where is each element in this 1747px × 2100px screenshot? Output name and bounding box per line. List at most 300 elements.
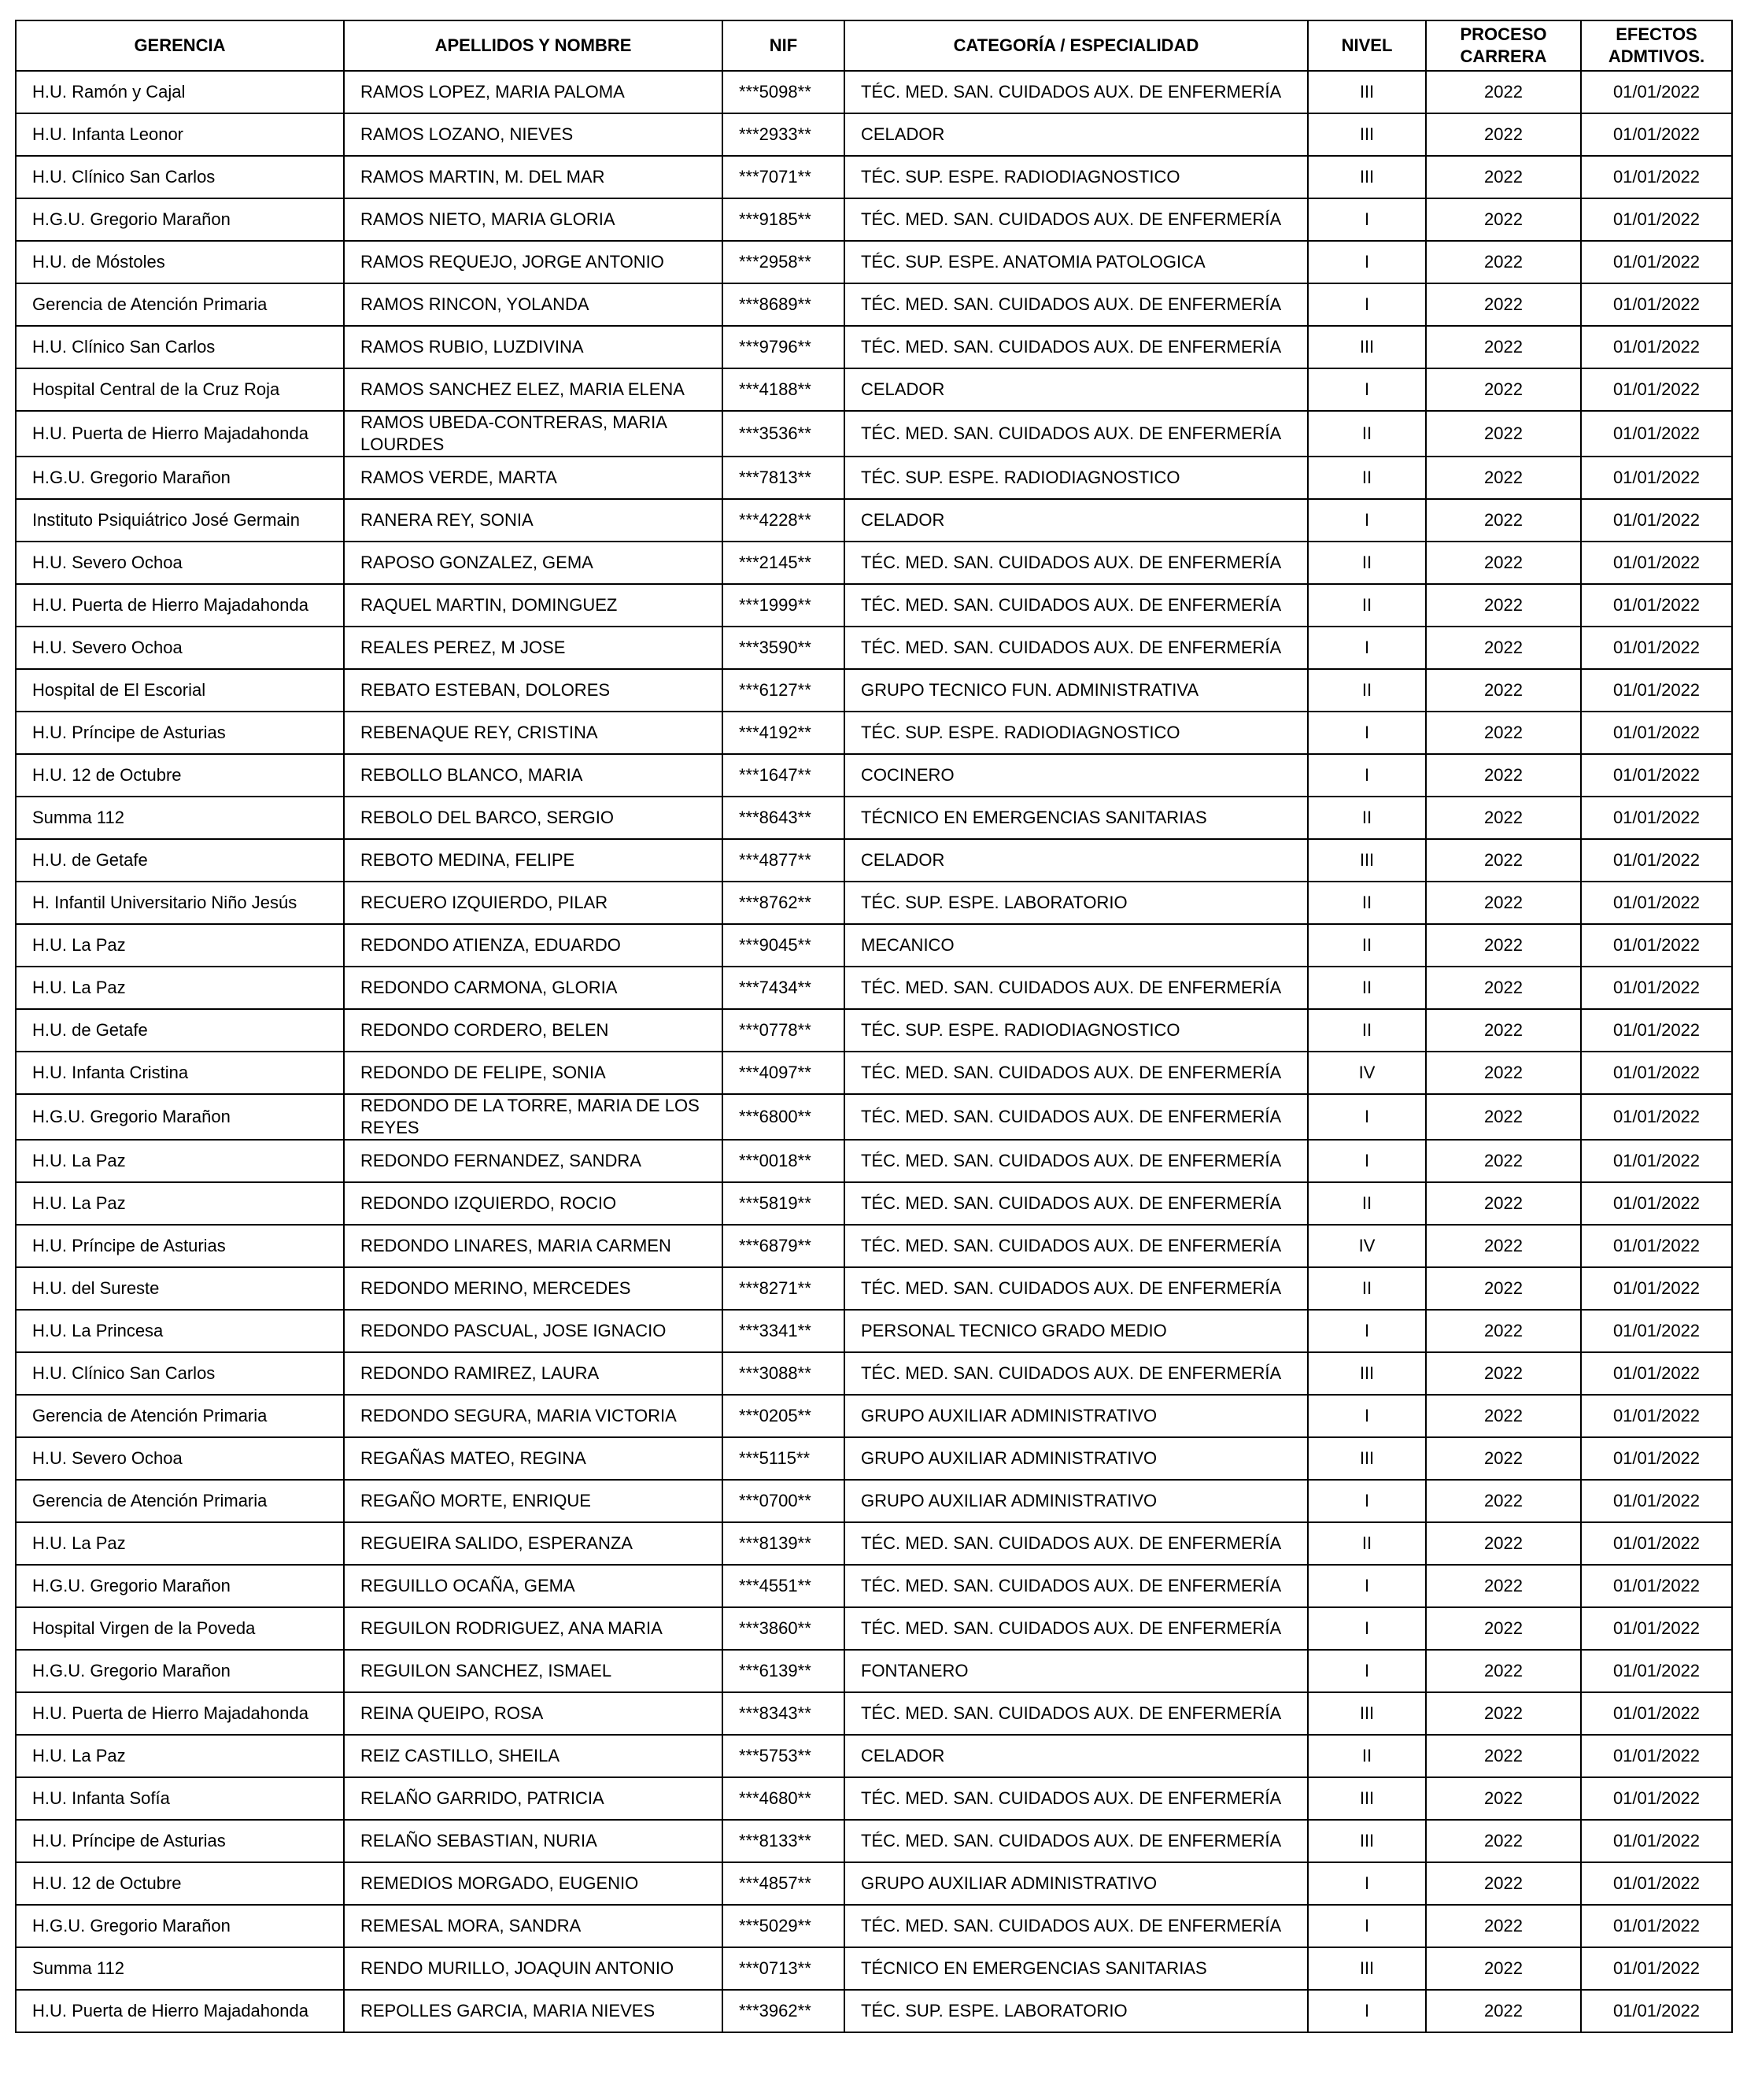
nivel-cell: II (1308, 1009, 1426, 1052)
categoria-cell: TÉC. MED. SAN. CUIDADOS AUX. DE ENFERMERÍA (844, 1225, 1308, 1267)
gerencia-cell: H.U. La Paz (16, 1522, 344, 1565)
nif-cell: ***1647** (722, 754, 844, 797)
efectos-cell: 01/01/2022 (1581, 1650, 1732, 1692)
nombre-cell: REDONDO PASCUAL, JOSE IGNACIO (344, 1310, 722, 1352)
table-row (16, 156, 1732, 198)
proceso-cell: 2022 (1426, 669, 1581, 712)
table-row (16, 627, 1732, 669)
gerencia-cell: H.U. Clínico San Carlos (16, 326, 344, 368)
proceso-cell: 2022 (1426, 1820, 1581, 1862)
nivel-cell: III (1308, 326, 1426, 368)
categoria-cell: CELADOR (844, 839, 1308, 882)
categoria-cell: MECANICO (844, 924, 1308, 967)
proceso-cell: 2022 (1426, 839, 1581, 882)
proceso-cell: 2022 (1426, 71, 1581, 113)
categoria-cell: TÉC. MED. SAN. CUIDADOS AUX. DE ENFERMERÍA (844, 283, 1308, 326)
categoria-cell: TÉC. MED. SAN. CUIDADOS AUX. DE ENFERMERÍA (844, 1522, 1308, 1565)
nivel-cell: I (1308, 283, 1426, 326)
nivel-cell: III (1308, 156, 1426, 198)
table-row (16, 754, 1732, 797)
nivel-cell: III (1308, 1437, 1426, 1480)
table-row (16, 1480, 1732, 1522)
table-row (16, 882, 1732, 924)
nombre-cell: REDONDO RAMIREZ, LAURA (344, 1352, 722, 1395)
efectos-cell: 01/01/2022 (1581, 198, 1732, 241)
nombre-cell: REDONDO LINARES, MARIA CARMEN (344, 1225, 722, 1267)
nivel-cell: II (1308, 669, 1426, 712)
nombre-cell: RAMOS RUBIO, LUZDIVINA (344, 326, 722, 368)
efectos-cell: 01/01/2022 (1581, 1905, 1732, 1947)
proceso-cell: 2022 (1426, 1607, 1581, 1650)
table-row (16, 967, 1732, 1009)
nivel-cell: I (1308, 499, 1426, 542)
proceso-cell: 2022 (1426, 1352, 1581, 1395)
nombre-cell: REGAÑO MORTE, ENRIQUE (344, 1480, 722, 1522)
nif-cell: ***4877** (722, 839, 844, 882)
nivel-cell: I (1308, 241, 1426, 283)
categoria-cell: TÉC. SUP. ESPE. RADIODIAGNOSTICO (844, 457, 1308, 499)
nombre-cell: REBOLLO BLANCO, MARIA (344, 754, 722, 797)
table-row (16, 499, 1732, 542)
nif-cell: ***5819** (722, 1182, 844, 1225)
categoria-cell: CELADOR (844, 499, 1308, 542)
table-row (16, 1182, 1732, 1225)
table-row (16, 1225, 1732, 1267)
nif-cell: ***3088** (722, 1352, 844, 1395)
gerencia-cell: H.G.U. Gregorio Marañon (16, 1565, 344, 1607)
efectos-cell: 01/01/2022 (1581, 1267, 1732, 1310)
nombre-cell: REDONDO SEGURA, MARIA VICTORIA (344, 1395, 722, 1437)
nif-cell: ***6879** (722, 1225, 844, 1267)
nivel-cell: II (1308, 1522, 1426, 1565)
categoria-cell: TÉC. SUP. ESPE. RADIODIAGNOSTICO (844, 1009, 1308, 1052)
table-row (16, 113, 1732, 156)
categoria-cell: GRUPO AUXILIAR ADMINISTRATIVO (844, 1480, 1308, 1522)
proceso-cell: 2022 (1426, 156, 1581, 198)
nivel-cell: II (1308, 1267, 1426, 1310)
categoria-cell: CELADOR (844, 113, 1308, 156)
nivel-cell: II (1308, 797, 1426, 839)
nivel-cell: I (1308, 1905, 1426, 1947)
gerencia-cell: H.U. Puerta de Hierro Majadahonda (16, 584, 344, 627)
categoria-cell: TÉC. MED. SAN. CUIDADOS AUX. DE ENFERMERÍA (844, 584, 1308, 627)
efectos-cell: 01/01/2022 (1581, 924, 1732, 967)
nombre-cell: REDONDO MERINO, MERCEDES (344, 1267, 722, 1310)
proceso-cell: 2022 (1426, 198, 1581, 241)
header-efectos-admtivos: EFECTOS ADMTIVOS. (1581, 20, 1732, 71)
gerencia-cell: Gerencia de Atención Primaria (16, 1480, 344, 1522)
nif-cell: ***1999** (722, 584, 844, 627)
efectos-cell: 01/01/2022 (1581, 1777, 1732, 1820)
nif-cell: ***7813** (722, 457, 844, 499)
categoria-cell: TÉC. MED. SAN. CUIDADOS AUX. DE ENFERMERÍA (844, 1267, 1308, 1310)
proceso-cell: 2022 (1426, 1009, 1581, 1052)
nombre-cell: REDONDO CARMONA, GLORIA (344, 967, 722, 1009)
categoria-cell: TÉC. MED. SAN. CUIDADOS AUX. DE ENFERMERÍA (844, 411, 1308, 457)
efectos-cell: 01/01/2022 (1581, 797, 1732, 839)
proceso-cell: 2022 (1426, 584, 1581, 627)
nivel-cell: I (1308, 368, 1426, 411)
categoria-cell: TÉC. MED. SAN. CUIDADOS AUX. DE ENFERMERÍA (844, 326, 1308, 368)
nombre-cell: REGUILON SANCHEZ, ISMAEL (344, 1650, 722, 1692)
nif-cell: ***5753** (722, 1735, 844, 1777)
table-row (16, 411, 1732, 457)
proceso-cell: 2022 (1426, 457, 1581, 499)
efectos-cell: 01/01/2022 (1581, 712, 1732, 754)
table-row (16, 283, 1732, 326)
gerencia-cell: H.G.U. Gregorio Marañon (16, 1094, 344, 1140)
table-row (16, 1735, 1732, 1777)
nombre-cell: REDONDO FERNANDEZ, SANDRA (344, 1140, 722, 1182)
nombre-cell: REGUILON RODRIGUEZ, ANA MARIA (344, 1607, 722, 1650)
nif-cell: ***3341** (722, 1310, 844, 1352)
nivel-cell: IV (1308, 1052, 1426, 1094)
nivel-cell: II (1308, 924, 1426, 967)
nif-cell: ***4680** (722, 1777, 844, 1820)
nombre-cell: REBOTO MEDINA, FELIPE (344, 839, 722, 882)
personnel-table (15, 20, 1733, 2033)
table-row (16, 457, 1732, 499)
proceso-cell: 2022 (1426, 1862, 1581, 1905)
nombre-cell: REPOLLES GARCIA, MARIA NIEVES (344, 1990, 722, 2032)
proceso-cell: 2022 (1426, 1735, 1581, 1777)
nivel-cell: I (1308, 754, 1426, 797)
gerencia-cell: Summa 112 (16, 1947, 344, 1990)
gerencia-cell: Gerencia de Atención Primaria (16, 283, 344, 326)
table-row (16, 839, 1732, 882)
proceso-cell: 2022 (1426, 797, 1581, 839)
efectos-cell: 01/01/2022 (1581, 1947, 1732, 1990)
nivel-cell: III (1308, 1820, 1426, 1862)
nivel-cell: I (1308, 627, 1426, 669)
gerencia-cell: H.U. Infanta Sofía (16, 1777, 344, 1820)
nombre-cell: RAMOS NIETO, MARIA GLORIA (344, 198, 722, 241)
gerencia-cell: H.G.U. Gregorio Marañon (16, 198, 344, 241)
nombre-cell: RAMOS SANCHEZ ELEZ, MARIA ELENA (344, 368, 722, 411)
gerencia-cell: Summa 112 (16, 797, 344, 839)
nivel-cell: I (1308, 1607, 1426, 1650)
proceso-cell: 2022 (1426, 499, 1581, 542)
nombre-cell: RAMOS MARTIN, M. DEL MAR (344, 156, 722, 198)
nivel-cell: III (1308, 1692, 1426, 1735)
efectos-cell: 01/01/2022 (1581, 1437, 1732, 1480)
table-row (16, 1395, 1732, 1437)
table-row (16, 1947, 1732, 1990)
nif-cell: ***8133** (722, 1820, 844, 1862)
nif-cell: ***5029** (722, 1905, 844, 1947)
nif-cell: ***9045** (722, 924, 844, 967)
gerencia-cell: H. Infantil Universitario Niño Jesús (16, 882, 344, 924)
nombre-cell: RAMOS UBEDA-CONTRERAS, MARIA LOURDES (344, 411, 722, 457)
nombre-cell: REINA QUEIPO, ROSA (344, 1692, 722, 1735)
table-row (16, 1650, 1732, 1692)
gerencia-cell: H.U. Príncipe de Asturias (16, 712, 344, 754)
efectos-cell: 01/01/2022 (1581, 1140, 1732, 1182)
nif-cell: ***4192** (722, 712, 844, 754)
efectos-cell: 01/01/2022 (1581, 1990, 1732, 2032)
proceso-cell: 2022 (1426, 754, 1581, 797)
nombre-cell: RENDO MURILLO, JOAQUIN ANTONIO (344, 1947, 722, 1990)
gerencia-cell: H.G.U. Gregorio Marañon (16, 1905, 344, 1947)
proceso-cell: 2022 (1426, 1310, 1581, 1352)
efectos-cell: 01/01/2022 (1581, 1607, 1732, 1650)
proceso-cell: 2022 (1426, 241, 1581, 283)
nombre-cell: RAMOS VERDE, MARTA (344, 457, 722, 499)
proceso-cell: 2022 (1426, 368, 1581, 411)
proceso-cell: 2022 (1426, 967, 1581, 1009)
efectos-cell: 01/01/2022 (1581, 1225, 1732, 1267)
efectos-cell: 01/01/2022 (1581, 754, 1732, 797)
nivel-cell: I (1308, 1140, 1426, 1182)
gerencia-cell: H.U. Severo Ochoa (16, 1437, 344, 1480)
nivel-cell: I (1308, 1862, 1426, 1905)
proceso-cell: 2022 (1426, 1225, 1581, 1267)
nif-cell: ***8139** (722, 1522, 844, 1565)
gerencia-cell: H.U. del Sureste (16, 1267, 344, 1310)
nombre-cell: RAMOS REQUEJO, JORGE ANTONIO (344, 241, 722, 283)
table-row (16, 1565, 1732, 1607)
gerencia-cell: Instituto Psiquiátrico José Germain (16, 499, 344, 542)
gerencia-cell: Hospital Virgen de la Poveda (16, 1607, 344, 1650)
nombre-cell: REDONDO DE FELIPE, SONIA (344, 1052, 722, 1094)
nif-cell: ***8762** (722, 882, 844, 924)
proceso-cell: 2022 (1426, 1267, 1581, 1310)
nif-cell: ***5115** (722, 1437, 844, 1480)
efectos-cell: 01/01/2022 (1581, 1052, 1732, 1094)
table-row (16, 71, 1732, 113)
table-row (16, 326, 1732, 368)
table-body (16, 71, 1732, 2032)
nivel-cell: I (1308, 1480, 1426, 1522)
table-row (16, 1607, 1732, 1650)
nombre-cell: REBENAQUE REY, CRISTINA (344, 712, 722, 754)
table-row (16, 368, 1732, 411)
efectos-cell: 01/01/2022 (1581, 1310, 1732, 1352)
proceso-cell: 2022 (1426, 1650, 1581, 1692)
nif-cell: ***0205** (722, 1395, 844, 1437)
categoria-cell: TÉC. SUP. ESPE. LABORATORIO (844, 1990, 1308, 2032)
categoria-cell: TÉC. MED. SAN. CUIDADOS AUX. DE ENFERMERÍA (844, 1094, 1308, 1140)
categoria-cell: TÉC. MED. SAN. CUIDADOS AUX. DE ENFERMERÍA (844, 198, 1308, 241)
table-row (16, 1267, 1732, 1310)
categoria-cell: TÉC. MED. SAN. CUIDADOS AUX. DE ENFERMERÍA (844, 1565, 1308, 1607)
efectos-cell: 01/01/2022 (1581, 1735, 1732, 1777)
gerencia-cell: H.G.U. Gregorio Marañon (16, 457, 344, 499)
proceso-cell: 2022 (1426, 326, 1581, 368)
proceso-cell: 2022 (1426, 882, 1581, 924)
table-row (16, 1009, 1732, 1052)
categoria-cell: TÉC. MED. SAN. CUIDADOS AUX. DE ENFERMERÍA (844, 967, 1308, 1009)
nivel-cell: II (1308, 584, 1426, 627)
gerencia-cell: H.U. Infanta Leonor (16, 113, 344, 156)
gerencia-cell: H.U. Severo Ochoa (16, 627, 344, 669)
nivel-cell: I (1308, 1310, 1426, 1352)
nombre-cell: REDONDO IZQUIERDO, ROCIO (344, 1182, 722, 1225)
categoria-cell: FONTANERO (844, 1650, 1308, 1692)
nivel-cell: II (1308, 1182, 1426, 1225)
efectos-cell: 01/01/2022 (1581, 283, 1732, 326)
categoria-cell: TÉC. SUP. ESPE. RADIODIAGNOSTICO (844, 712, 1308, 754)
gerencia-cell: H.U. de Getafe (16, 839, 344, 882)
nivel-cell: III (1308, 1947, 1426, 1990)
nombre-cell: RAMOS RINCON, YOLANDA (344, 283, 722, 326)
efectos-cell: 01/01/2022 (1581, 326, 1732, 368)
nombre-cell: REGUILLO OCAÑA, GEMA (344, 1565, 722, 1607)
table-row (16, 1310, 1732, 1352)
header-proceso-carrera: PROCESO CARRERA (1426, 20, 1581, 71)
nivel-cell: II (1308, 882, 1426, 924)
nif-cell: ***6800** (722, 1094, 844, 1140)
categoria-cell: TÉCNICO EN EMERGENCIAS SANITARIAS (844, 1947, 1308, 1990)
gerencia-cell: Hospital de El Escorial (16, 669, 344, 712)
nif-cell: ***6127** (722, 669, 844, 712)
categoria-cell: TÉC. SUP. ESPE. RADIODIAGNOSTICO (844, 156, 1308, 198)
proceso-cell: 2022 (1426, 627, 1581, 669)
nombre-cell: REIZ CASTILLO, SHEILA (344, 1735, 722, 1777)
efectos-cell: 01/01/2022 (1581, 1352, 1732, 1395)
nif-cell: ***4188** (722, 368, 844, 411)
gerencia-cell: H.U. La Paz (16, 1182, 344, 1225)
nif-cell: ***8271** (722, 1267, 844, 1310)
efectos-cell: 01/01/2022 (1581, 584, 1732, 627)
gerencia-cell: Hospital Central de la Cruz Roja (16, 368, 344, 411)
nif-cell: ***2933** (722, 113, 844, 156)
nombre-cell: RAQUEL MARTIN, DOMINGUEZ (344, 584, 722, 627)
header-nif: NIF (722, 20, 844, 71)
gerencia-cell: H.U. Clínico San Carlos (16, 156, 344, 198)
categoria-cell: TÉC. MED. SAN. CUIDADOS AUX. DE ENFERMERÍA (844, 1820, 1308, 1862)
efectos-cell: 01/01/2022 (1581, 241, 1732, 283)
efectos-cell: 01/01/2022 (1581, 71, 1732, 113)
efectos-cell: 01/01/2022 (1581, 368, 1732, 411)
nombre-cell: RAMOS LOZANO, NIEVES (344, 113, 722, 156)
nif-cell: ***6139** (722, 1650, 844, 1692)
gerencia-cell: H.U. de Móstoles (16, 241, 344, 283)
proceso-cell: 2022 (1426, 1777, 1581, 1820)
categoria-cell: TÉC. MED. SAN. CUIDADOS AUX. DE ENFERMERÍA (844, 1352, 1308, 1395)
proceso-cell: 2022 (1426, 113, 1581, 156)
nif-cell: ***3962** (722, 1990, 844, 2032)
nif-cell: ***3860** (722, 1607, 844, 1650)
proceso-cell: 2022 (1426, 1522, 1581, 1565)
proceso-cell: 2022 (1426, 924, 1581, 967)
nivel-cell: I (1308, 712, 1426, 754)
nombre-cell: REGUEIRA SALIDO, ESPERANZA (344, 1522, 722, 1565)
proceso-cell: 2022 (1426, 1437, 1581, 1480)
categoria-cell: TÉC. MED. SAN. CUIDADOS AUX. DE ENFERMERÍA (844, 627, 1308, 669)
gerencia-cell: H.U. Príncipe de Asturias (16, 1820, 344, 1862)
nivel-cell: III (1308, 113, 1426, 156)
nombre-cell: REBATO ESTEBAN, DOLORES (344, 669, 722, 712)
header-apellidos-nombre: APELLIDOS Y NOMBRE (344, 20, 722, 71)
efectos-cell: 01/01/2022 (1581, 1820, 1732, 1862)
nif-cell: ***4857** (722, 1862, 844, 1905)
categoria-cell: GRUPO AUXILIAR ADMINISTRATIVO (844, 1862, 1308, 1905)
categoria-cell: TÉC. MED. SAN. CUIDADOS AUX. DE ENFERMERÍA (844, 1692, 1308, 1735)
categoria-cell: GRUPO AUXILIAR ADMINISTRATIVO (844, 1437, 1308, 1480)
nivel-cell: III (1308, 1352, 1426, 1395)
nombre-cell: REDONDO CORDERO, BELEN (344, 1009, 722, 1052)
gerencia-cell: Gerencia de Atención Primaria (16, 1395, 344, 1437)
nombre-cell: REDONDO DE LA TORRE, MARIA DE LOS REYES (344, 1094, 722, 1140)
gerencia-cell: H.U. Severo Ochoa (16, 542, 344, 584)
table-row (16, 1052, 1732, 1094)
nivel-cell: III (1308, 71, 1426, 113)
efectos-cell: 01/01/2022 (1581, 1522, 1732, 1565)
header-categoria: CATEGORÍA / ESPECIALIDAD (844, 20, 1308, 71)
nif-cell: ***3590** (722, 627, 844, 669)
table-row (16, 1352, 1732, 1395)
efectos-cell: 01/01/2022 (1581, 882, 1732, 924)
nif-cell: ***0713** (722, 1947, 844, 1990)
table-row (16, 1990, 1732, 2032)
gerencia-cell: H.U. 12 de Octubre (16, 1862, 344, 1905)
table-row (16, 1777, 1732, 1820)
header-gerencia: GERENCIA (16, 20, 344, 71)
table-row (16, 542, 1732, 584)
proceso-cell: 2022 (1426, 1052, 1581, 1094)
categoria-cell: TÉC. MED. SAN. CUIDADOS AUX. DE ENFERMERÍA (844, 1182, 1308, 1225)
categoria-cell: TÉCNICO EN EMERGENCIAS SANITARIAS (844, 797, 1308, 839)
efectos-cell: 01/01/2022 (1581, 499, 1732, 542)
table-row (16, 584, 1732, 627)
efectos-cell: 01/01/2022 (1581, 457, 1732, 499)
efectos-cell: 01/01/2022 (1581, 1094, 1732, 1140)
efectos-cell: 01/01/2022 (1581, 156, 1732, 198)
efectos-cell: 01/01/2022 (1581, 1692, 1732, 1735)
gerencia-cell: H.U. Príncipe de Asturias (16, 1225, 344, 1267)
nivel-cell: I (1308, 1395, 1426, 1437)
proceso-cell: 2022 (1426, 1947, 1581, 1990)
gerencia-cell: H.U. de Getafe (16, 1009, 344, 1052)
nivel-cell: I (1308, 1094, 1426, 1140)
proceso-cell: 2022 (1426, 1140, 1581, 1182)
gerencia-cell: H.U. La Paz (16, 1735, 344, 1777)
gerencia-cell: H.U. La Paz (16, 1140, 344, 1182)
nif-cell: ***0018** (722, 1140, 844, 1182)
gerencia-cell: H.U. Puerta de Hierro Majadahonda (16, 1692, 344, 1735)
categoria-cell: TÉC. MED. SAN. CUIDADOS AUX. DE ENFERMERÍA (844, 1607, 1308, 1650)
proceso-cell: 2022 (1426, 411, 1581, 457)
nombre-cell: RECUERO IZQUIERDO, PILAR (344, 882, 722, 924)
table-row (16, 198, 1732, 241)
efectos-cell: 01/01/2022 (1581, 1862, 1732, 1905)
table-row (16, 1094, 1732, 1140)
efectos-cell: 01/01/2022 (1581, 627, 1732, 669)
categoria-cell: TÉC. SUP. ESPE. ANATOMIA PATOLOGICA (844, 241, 1308, 283)
nif-cell: ***4228** (722, 499, 844, 542)
nif-cell: ***5098** (722, 71, 844, 113)
proceso-cell: 2022 (1426, 1905, 1581, 1947)
nif-cell: ***0778** (722, 1009, 844, 1052)
nombre-cell: REBOLO DEL BARCO, SERGIO (344, 797, 722, 839)
proceso-cell: 2022 (1426, 1395, 1581, 1437)
table-row (16, 1140, 1732, 1182)
nif-cell: ***8643** (722, 797, 844, 839)
gerencia-cell: H.U. 12 de Octubre (16, 754, 344, 797)
nombre-cell: REDONDO ATIENZA, EDUARDO (344, 924, 722, 967)
proceso-cell: 2022 (1426, 1480, 1581, 1522)
table-row (16, 1820, 1732, 1862)
nombre-cell: RELAÑO SEBASTIAN, NURIA (344, 1820, 722, 1862)
nivel-cell: III (1308, 839, 1426, 882)
nif-cell: ***3536** (722, 411, 844, 457)
nivel-cell: II (1308, 411, 1426, 457)
gerencia-cell: H.U. La Princesa (16, 1310, 344, 1352)
header-nivel: NIVEL (1308, 20, 1426, 71)
efectos-cell: 01/01/2022 (1581, 1009, 1732, 1052)
nombre-cell: RAPOSO GONZALEZ, GEMA (344, 542, 722, 584)
